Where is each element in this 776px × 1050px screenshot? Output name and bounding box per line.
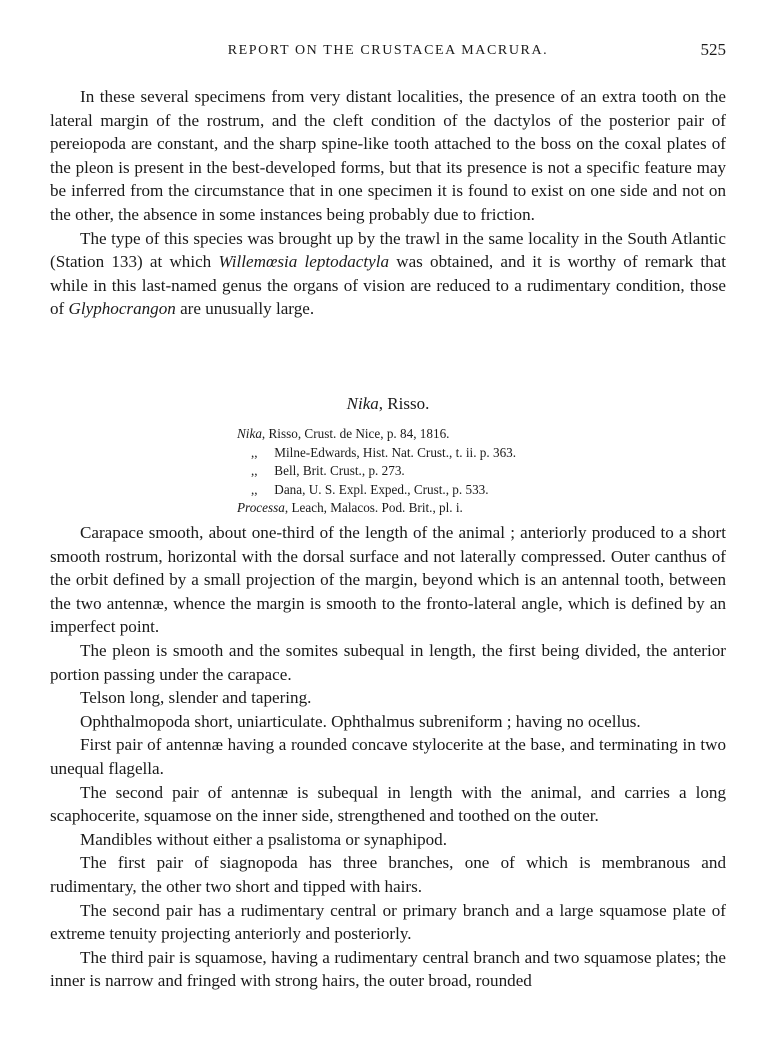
species-name: Willemœsia leptodactyla (218, 252, 390, 272)
synonymy-line (237, 462, 597, 481)
description-paragraph: Carapace smooth, about one-third of the length of the animal ; anteriorly produced to a short smooth rostrum, horizontal with the dorsal surface and not laterally compressed. Outer canthus of the orbit defined by a small projection of the margin, beyond which is an antennal tooth, between the two antennæ, whence the margin is smooth to the fronto-lateral angle, which is defined by an imperfect point. (50, 523, 726, 637)
synonymy-line (237, 499, 597, 518)
synonym-genus: Processa (237, 500, 285, 516)
description-paragraph: The first pair of siagnopoda has three branches, one of which is membranous and rudimentary, the other two short and tipped with hairs. (50, 853, 726, 896)
intro-paragraph-1: In these several specimens from very distant localities, the presence of an extra tooth on the lateral margin of the rostrum, and the cleft condition of the dactylos of the posterior pair of pereiopoda are constant, and the sharp spine-like tooth attached to the boss on the coxal plates of the pleon is present in the best-developed forms, but that its presence is not a specific feature may be inferred from the circumstance that in one specimen it is found to exist on one side and not on the other, the absence in some instances being probably due to friction. (50, 87, 726, 224)
description-paragraph: The third pair is squamose, having a rudimentary central branch and two squamose plates; the inner is narrow and fringed with strong hairs, the outer broad, rounded (50, 947, 726, 991)
running-title: REPORT ON THE CRUSTACEA MACRURA. (227, 43, 549, 58)
synonymy-line (237, 481, 597, 500)
synonymy-line (237, 425, 597, 444)
description-paragraph: Mandibles without either a psalistoma or synaphipod. (80, 829, 447, 849)
genus-heading-name: Nika (346, 394, 379, 413)
running-header (0, 40, 776, 64)
synonym-reference: , Risso, Crust. de Nice, p. 84, 1816. (261, 426, 450, 441)
synonymy-line (237, 444, 597, 463)
synonymy-list (237, 425, 597, 518)
description-paragraph: Ophthalmopoda short, uniarticulate. Ophthalmus subreniform ; having no ocellus. (80, 711, 641, 731)
genus-heading (0, 394, 776, 414)
description-paragraph: Telson long, slender and tapering. (80, 688, 312, 708)
description-paragraph: First pair of antennæ having a rounded concave stylocerite at the base, and terminating in two unequal flagella. (50, 735, 726, 778)
genus-heading-author: , Risso. (378, 394, 430, 413)
page-number: 525 (700, 40, 726, 59)
intro-p2-text-c: are unusually large. (175, 299, 315, 319)
genus-description (50, 521, 726, 993)
synonym-reference: , Leach, Malacos. Pod. Brit., pl. i. (284, 500, 463, 516)
synonym-reference: Dana, U. S. Expl. Exped., Crust., p. 533. (274, 481, 489, 497)
ditto-mark: ,, (251, 481, 258, 497)
ditto-mark: ,, (251, 463, 258, 479)
description-paragraph: The pleon is smooth and the somites subequal in length, the first being divided, the anterior portion passing under the carapace. (50, 640, 726, 684)
ditto-mark: ,, (251, 444, 258, 460)
intro-section (50, 85, 726, 321)
synonym-genus: Nika (237, 426, 262, 441)
synonym-reference: Milne-Edwards, Hist. Nat. Crust., t. ii. p. 363. (274, 444, 517, 460)
description-paragraph: The second pair of antennæ is subequal in length with the animal, and carries a long scaphocerite, squamose on the inner side, strengthened and toothed on the outer. (50, 782, 726, 826)
description-paragraph: The second pair has a rudimentary central or primary branch and a large squamose plate of extreme tenuity projecting anteriorly and posteriorly. (50, 900, 726, 944)
synonym-reference: Bell, Brit. Crust., p. 273. (274, 463, 405, 479)
intro-p2-text-a: The type of this species was brought up by the trawl in the same locality in the South Atlantic (Station 133) at which (50, 228, 726, 272)
intro-p2-text-b: was obtained, and it is worthy of remark that while in this last-named genus the organs of vision are reduced to a rudimentary condition, those of (50, 252, 727, 319)
intro-paragraph-2 (50, 227, 726, 321)
genus-name: Glyphocrangon (68, 299, 176, 319)
